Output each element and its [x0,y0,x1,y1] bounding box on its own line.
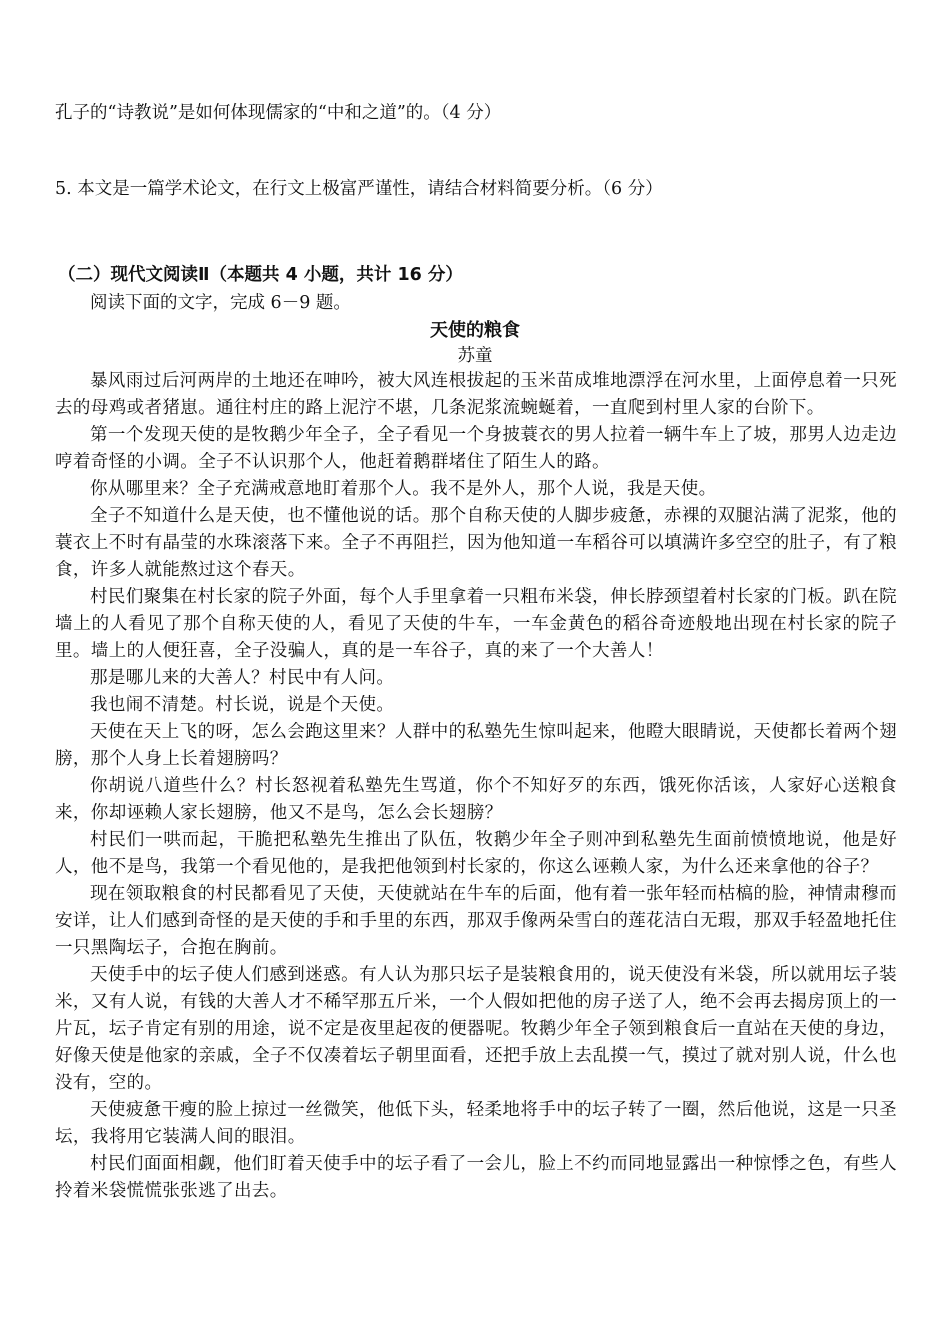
article-title: 天使的粮食 [430,320,520,341]
article-paragraph: 村民们面面相觑，他们盯着天使手中的坛子看了一会儿，脸上不约而同地显露出一种惊悸之色，有些人拎着米袋慌慌张张逃了出去。 [55,1154,897,1201]
reading-instruction: 阅读下面的文字，完成 6－9 题。 [90,293,351,313]
article-paragraph: 你从哪里来？全子充满戒意地盯着那个人。我不是外人，那个人说，我是天使。 [90,479,717,499]
article-author: 苏童 [457,346,493,366]
article-paragraph: 你胡说八道些什么？村长怒视着私塾先生骂道，你个不知好歹的东西，饿死你活该，人家好心送粮食来，你却诬赖人家长翅膀，他又不是鸟，怎么会长翅膀？ [55,776,897,823]
article-body [55,368,897,1205]
article-paragraph: 那是哪儿来的大善人？村民中有人问。 [90,668,395,688]
article-paragraph: 天使在天上飞的呀，怎么会跑这里来？人群中的私塾先生惊叫起来，他瞪大眼睛说，天使都长着两个翅膀，那个人身上长着翅膀吗？ [55,722,897,769]
question-5-text: 5. 本文是一篇学术论文，在行文上极富严谨性，请结合材料简要分析。（6 分） [55,179,663,199]
section-heading: （二）现代文阅读Ⅱ（本题共 4 小题，共计 16 分） [58,265,463,285]
article-paragraph: 村民们一哄而起，干脆把私塾先生推出了队伍，牧鹅少年全子则冲到私塾先生面前愤愤地说，他是好人，他不是鸟，我第一个看见他的，是我把他领到村长家的，你这么诬赖人家，为什么还来拿他的谷子？ [55,830,897,877]
article-paragraph: 天使疲惫干瘦的脸上掠过一丝微笑，他低下头，轻柔地将手中的坛子转了一圈，然后他说，这是一只圣坛，我将用它装满人间的眼泪。 [55,1100,897,1147]
article-paragraph: 天使手中的坛子使人们感到迷惑。有人认为那只坛子是装粮食用的，说天使没有米袋，所以就用坛子装米，又有人说，有钱的大善人才不稀罕那五斤米，一个人假如把他的房子送了人，绝不会再去揭房顶上的一片瓦，坛子肯定有别的用途，说不定是夜里起夜的便器呢。牧鹅少年全子领到粮食后一直站在天使的身边，好像天使是他家的亲戚，全子不仅凑着坛子朝里面看，还把手放上去乱摸一气，摸过了就对别人说，什么也没有，空的。 [55,965,897,1093]
question-4-text: 孔子的“诗教说”是如何体现儒家的“中和之道”的。（4 分） [55,103,502,123]
article-paragraph: 暴风雨过后河两岸的土地还在呻吟，被大风连根拔起的玉米苗成堆地漂浮在河水里，上面停息着一只死去的母鸡或者猪崽。通往村庄的路上泥泞不堪，几条泥浆流蜿蜒着，一直爬到村里人家的台阶下。 [55,371,897,418]
article-paragraph: 村民们聚集在村长家的院子外面，每个人手里拿着一只粗布米袋，伸长脖颈望着村长家的门板。趴在院墙上的人看见了那个自称天使的人，看见了天使的牛车，一车金黄色的稻谷奇迹般地出现在村长家的院子里。墙上的人便狂喜，全子没骗人，真的是一车谷子，真的来了一个大善人！ [55,587,897,661]
article-paragraph: 第一个发现天使的是牧鹅少年全子，全子看见一个身披蓑衣的男人拉着一辆牛车上了坡，那男人边走边哼着奇怪的小调。全子不认识那个人，他赶着鹅群堵住了陌生人的路。 [55,425,897,472]
article-paragraph: 现在领取粮食的村民都看见了天使，天使就站在牛车的后面，他有着一张年轻而枯槁的脸，神情肃穆而安详，让人们感到奇怪的是天使的手和手里的东西，那双手像两朵雪白的莲花洁白无瑕，那双手轻盈地托住一只黑陶坛子，合抱在胸前。 [55,884,897,958]
article-paragraph: 全子不知道什么是天使，也不懂他说的话。那个自称天使的人脚步疲惫，赤裸的双腿沾满了泥浆，他的蓑衣上不时有晶莹的水珠滚落下来。全子不再阻拦，因为他知道一车稻谷可以填满许多空空的肚子，有了粮食，许多人就能熬过这个春天。 [55,506,897,580]
article-paragraph: 我也闹不清楚。村长说，说是个天使。 [90,695,395,715]
